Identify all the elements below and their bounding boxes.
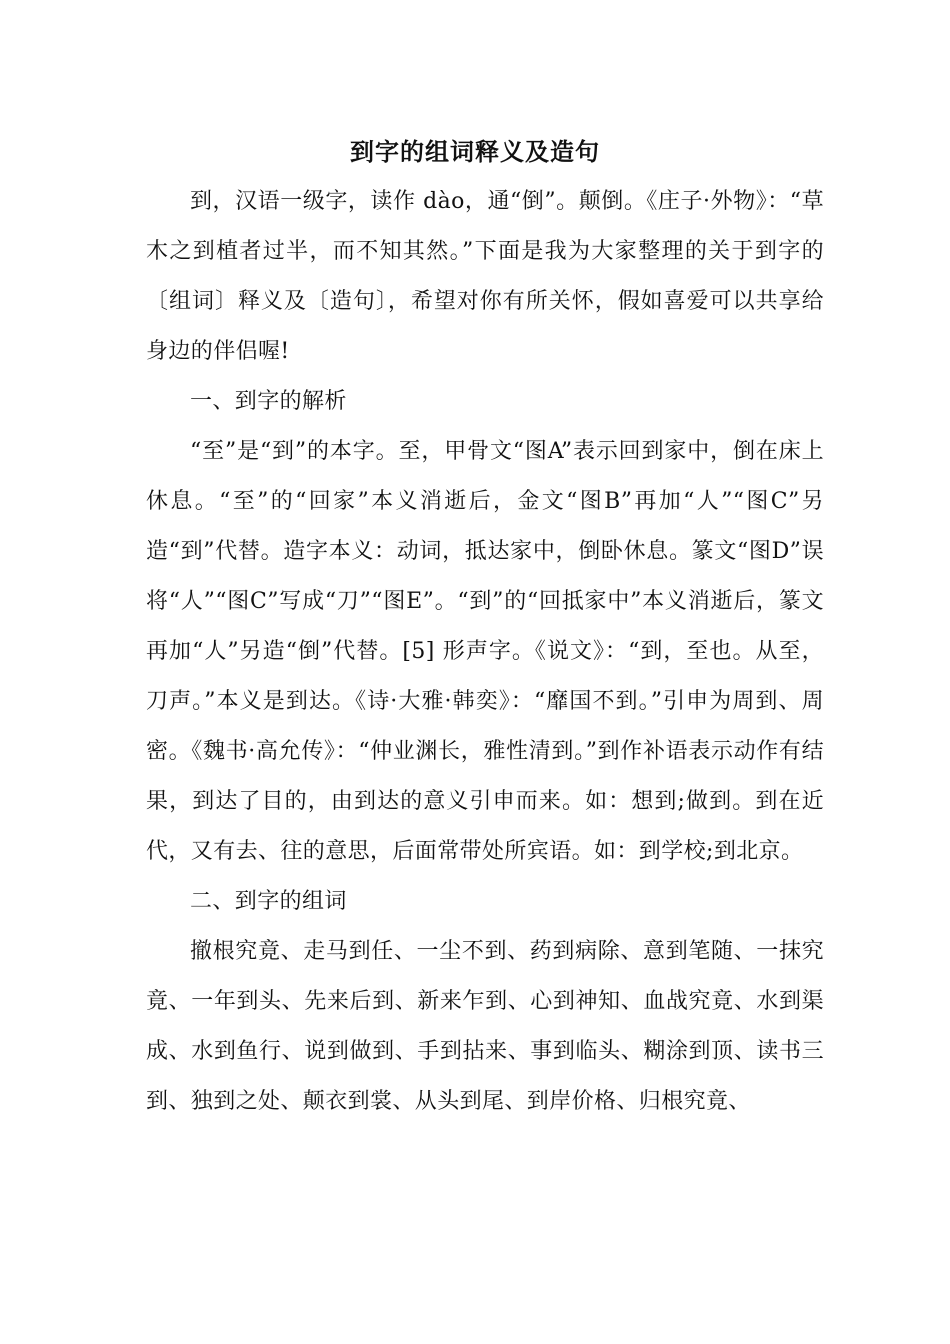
intro-paragraph: 到，汉语一级字，读作 dào，通“倒”。颠倒。《庄子·外物》：“草木之到植者过半，而不知其然。”下面是我为大家整理的关于到字的〔组词〕释义及〔造句〕，希望对你有所关怀，假如喜爱可以共享给身边的伴侣喔! — [146, 189, 824, 364]
section-heading-word-groups: 二、到字的组词 — [190, 889, 347, 914]
document-body — [146, 177, 824, 1127]
section-heading-analysis: 一、到字的解析 — [190, 389, 347, 414]
word-groups-paragraph: 撤根究竟、走马到任、一尘不到、药到病除、意到笔随、一抹究竟、一年到头、先来后到、新来乍到、心到神知、血战究竟、水到渠成、水到鱼行、说到做到、手到拈来、事到临头、糊涂到顶、读书三到、独到之处、颠衣到裳、从头到尾、到岸价格、归根究竟、 — [146, 939, 824, 1114]
document-title: 到字的组词释义及造句 — [350, 138, 600, 166]
analysis-paragraph: “至”是“到”的本字。至，甲骨文“图A”表示回到家中，倒在床上休息。“至”的“回家”本义消逝后，金文“图B”再加“人”“图C”另造“到”代替。造字本义：动词，抵达家中，倒卧休息。篆文“图D”误将“人”“图C”写成“刀”“图E”。“到”的“回抵家中”本义消逝后，篆文再加“人”另造“倒”代替。[5] 形声字。《说文》：“到，至也。从至，刀声。”本义是到达。《诗·大雅·韩奕》：“靡国不到。”引申为周到、周密。《魏书·高允传》：“仲业渊长，雅性清到。”到作补语表示动作有结果，到达了目的，由到达的意义引申而来。如：想到;做到。到在近代，又有去、往的意思，后面常带处所宾语。如：到学校;到北京。 — [146, 439, 824, 864]
